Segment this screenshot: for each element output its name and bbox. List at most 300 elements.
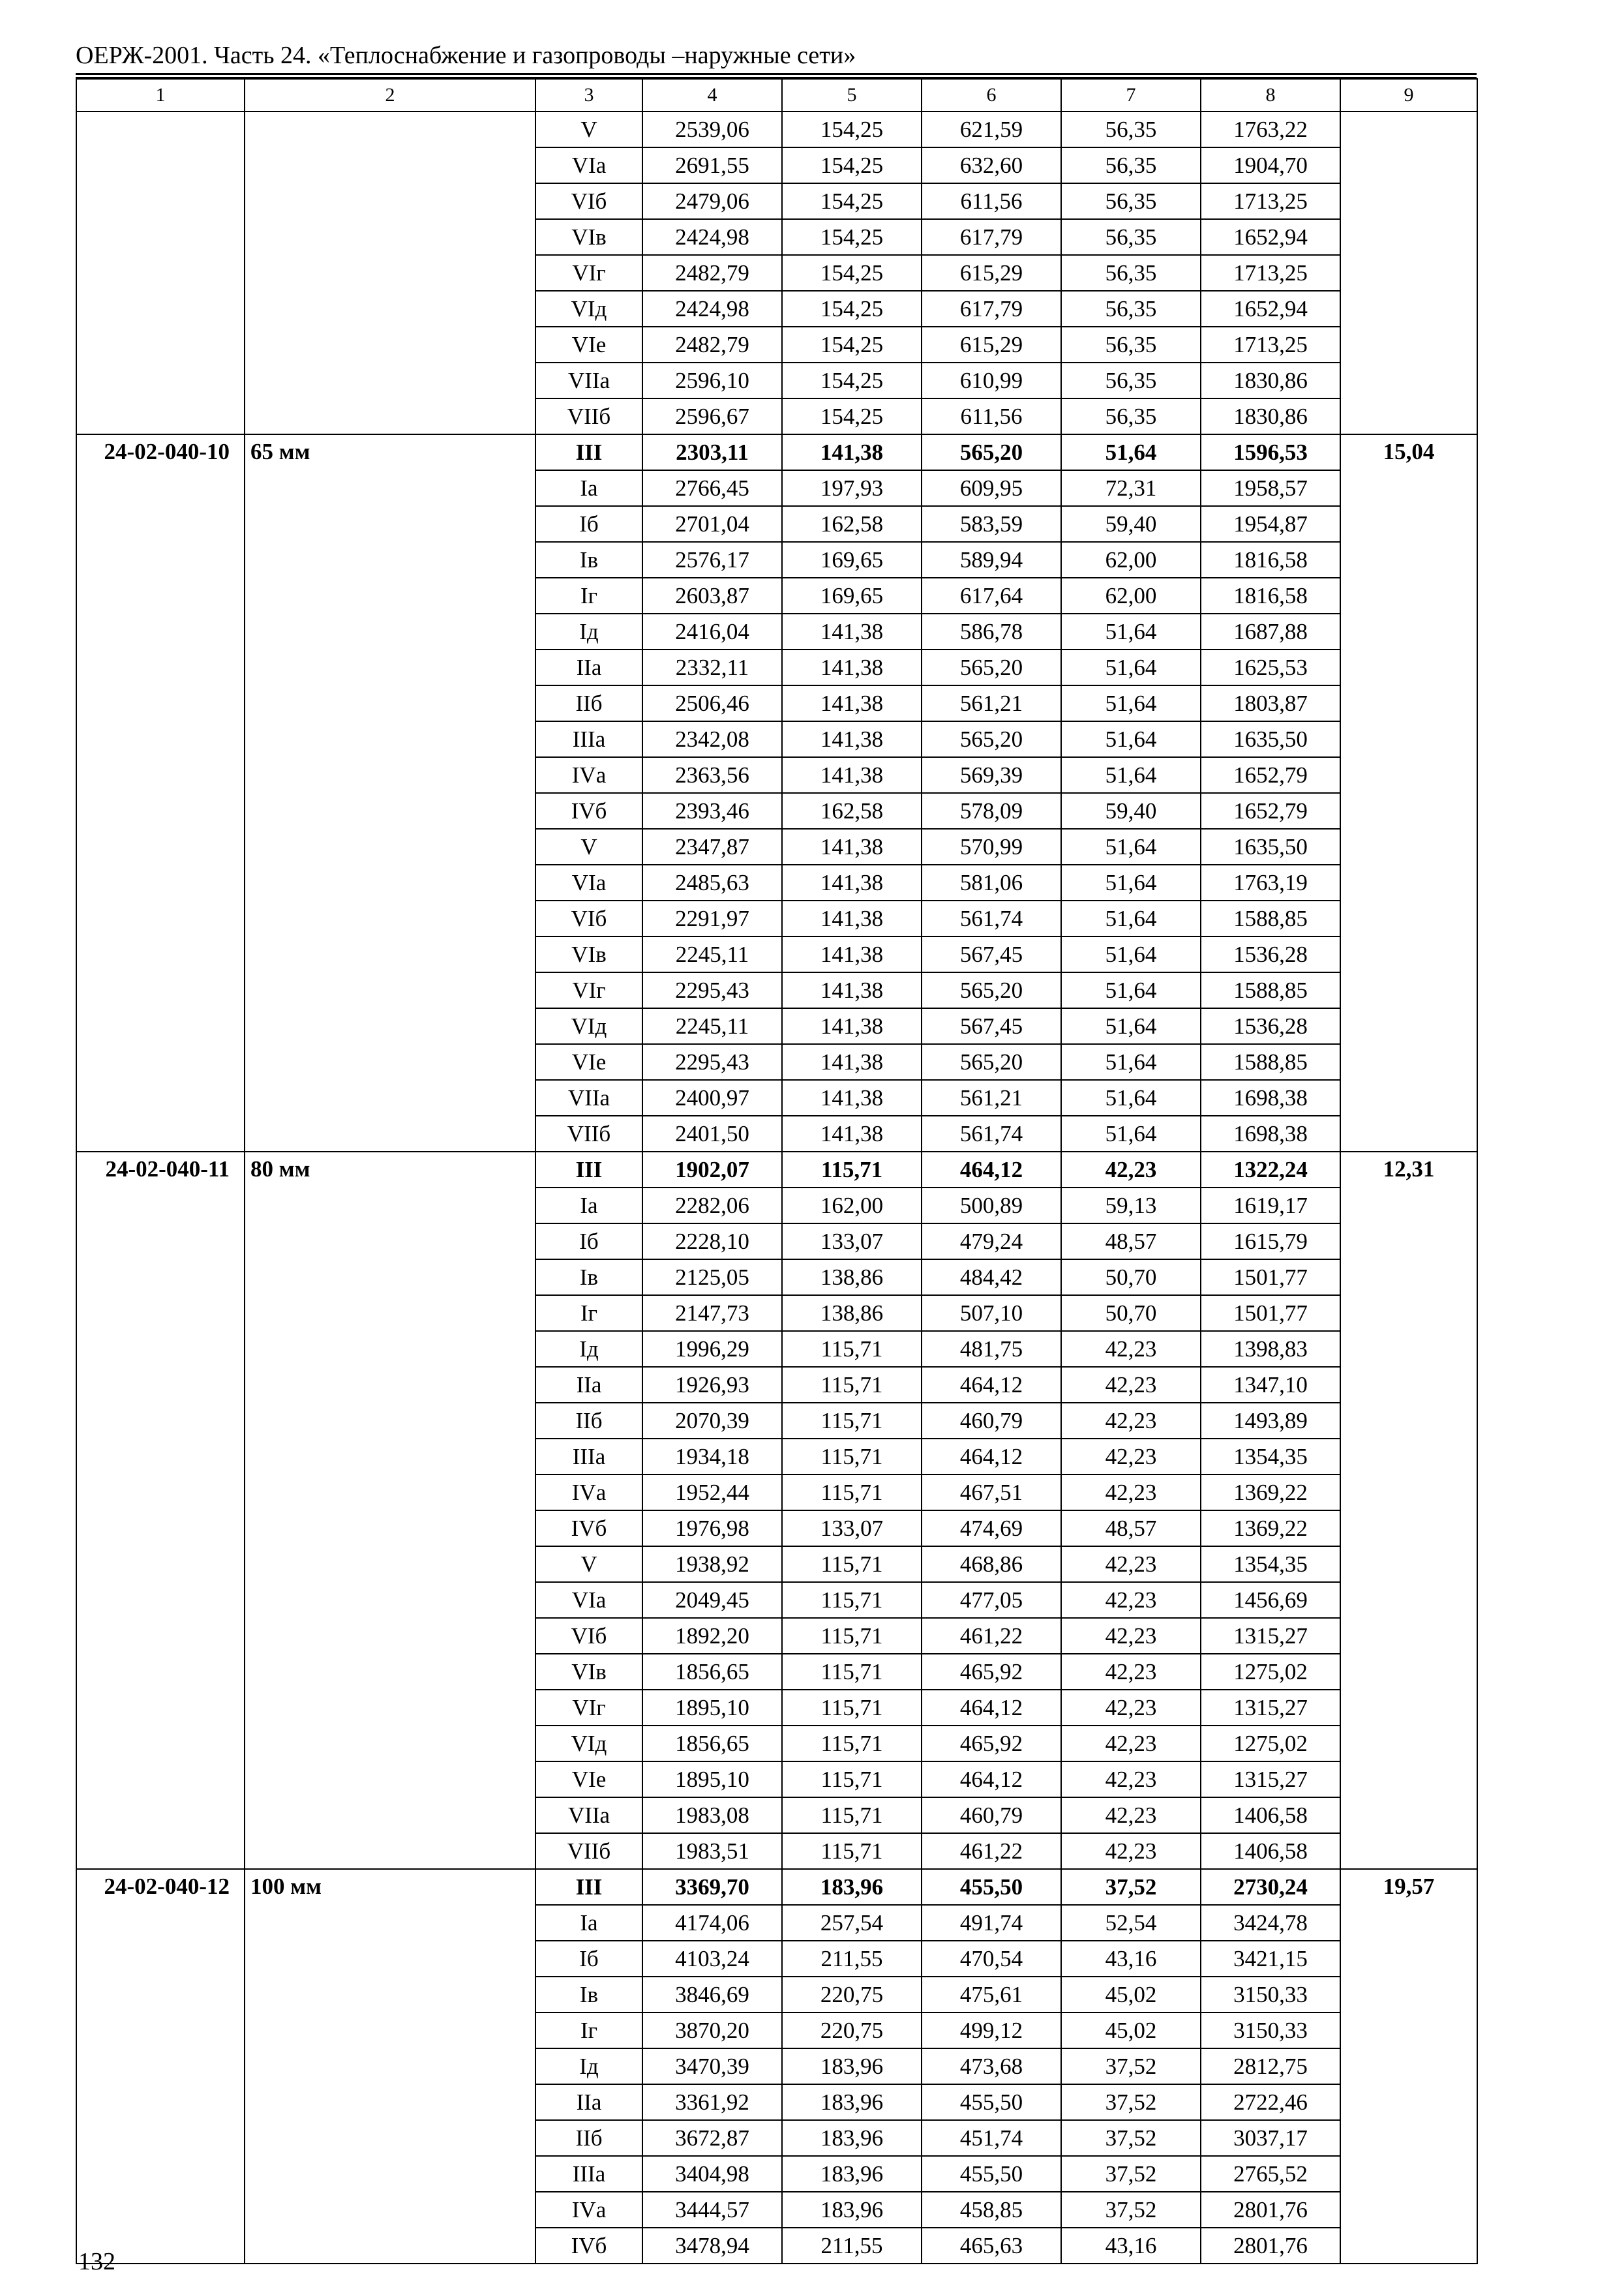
value-cell: 141,38 xyxy=(782,685,922,721)
value-cell: 589,94 xyxy=(922,542,1061,578)
zone-cell: VIIа xyxy=(535,1797,642,1833)
value-cell: 211,55 xyxy=(782,2228,922,2264)
value-cell: 37,52 xyxy=(1061,2192,1201,2228)
value-cell: 42,23 xyxy=(1061,1546,1201,1582)
table-row xyxy=(76,434,1477,470)
value-cell: 42,23 xyxy=(1061,1152,1201,1188)
value-cell: 1954,87 xyxy=(1201,506,1340,542)
zone-cell: VIе xyxy=(535,327,642,363)
value-cell: 1406,58 xyxy=(1201,1797,1340,1833)
zone-cell: VIв xyxy=(535,1654,642,1690)
value-cell: 3672,87 xyxy=(642,2120,782,2156)
value-cell: 52,54 xyxy=(1061,1905,1201,1941)
zone-cell: VIа xyxy=(535,865,642,901)
value-cell: 632,60 xyxy=(922,147,1061,183)
value-cell: 37,52 xyxy=(1061,2084,1201,2120)
value-cell: 1652,94 xyxy=(1201,291,1340,327)
value-cell: 115,71 xyxy=(782,1367,922,1403)
zone-cell: IVб xyxy=(535,793,642,829)
zone-cell: VIе xyxy=(535,1761,642,1797)
value-cell: 138,86 xyxy=(782,1259,922,1295)
value-cell: 2295,43 xyxy=(642,1044,782,1080)
zone-cell: VIг xyxy=(535,255,642,291)
value-cell: 470,54 xyxy=(922,1941,1061,1977)
value-cell: 169,65 xyxy=(782,542,922,578)
value-cell: 565,20 xyxy=(922,434,1061,470)
zone-cell: IIа xyxy=(535,650,642,685)
value-cell: 51,64 xyxy=(1061,434,1201,470)
value-cell: 465,92 xyxy=(922,1654,1061,1690)
value-cell: 1892,20 xyxy=(642,1618,782,1654)
value-cell: 473,68 xyxy=(922,2048,1061,2084)
value-cell: 1816,58 xyxy=(1201,542,1340,578)
value-cell: 51,64 xyxy=(1061,721,1201,757)
value-cell: 1713,25 xyxy=(1201,255,1340,291)
pipe-diameter: 65 мм xyxy=(245,434,535,1152)
value-cell: 42,23 xyxy=(1061,1833,1201,1869)
value-cell: 565,20 xyxy=(922,721,1061,757)
value-cell: 56,35 xyxy=(1061,327,1201,363)
value-cell: 51,64 xyxy=(1061,650,1201,685)
value-cell: 467,51 xyxy=(922,1474,1061,1510)
value-cell: 154,25 xyxy=(782,183,922,219)
value-cell: 455,50 xyxy=(922,1869,1061,1905)
value-cell: 2766,45 xyxy=(642,470,782,506)
zone-cell: III xyxy=(535,1869,642,1905)
value-cell: 183,96 xyxy=(782,2192,922,2228)
zone-cell: VIв xyxy=(535,219,642,255)
value-cell: 115,71 xyxy=(782,1152,922,1188)
column-number: 3 xyxy=(535,79,642,112)
zone-cell: Iб xyxy=(535,506,642,542)
value-cell: 2245,11 xyxy=(642,1008,782,1044)
value-cell: 37,52 xyxy=(1061,2048,1201,2084)
value-cell: 3361,92 xyxy=(642,2084,782,2120)
zone-cell: IIIа xyxy=(535,1439,642,1474)
value-cell: 37,52 xyxy=(1061,1869,1201,1905)
value-cell: 615,29 xyxy=(922,327,1061,363)
value-cell: 183,96 xyxy=(782,2084,922,2120)
column-number-row xyxy=(76,79,1477,112)
value-cell: 51,64 xyxy=(1061,1008,1201,1044)
rate-code xyxy=(76,112,245,434)
value-cell: 2393,46 xyxy=(642,793,782,829)
zone-cell: III xyxy=(535,434,642,470)
zone-cell: VIIб xyxy=(535,398,642,434)
value-cell: 59,13 xyxy=(1061,1188,1201,1223)
value-cell: 115,71 xyxy=(782,1761,922,1797)
value-cell: 133,07 xyxy=(782,1223,922,1259)
value-cell: 2400,97 xyxy=(642,1080,782,1116)
zone-cell: VIа xyxy=(535,147,642,183)
value-cell: 1763,19 xyxy=(1201,865,1340,901)
table-row xyxy=(76,1152,1477,1188)
zone-cell: IVа xyxy=(535,757,642,793)
value-cell: 115,71 xyxy=(782,1582,922,1618)
value-cell: 141,38 xyxy=(782,865,922,901)
value-cell: 461,22 xyxy=(922,1618,1061,1654)
value-cell: 115,71 xyxy=(782,1546,922,1582)
value-cell: 3870,20 xyxy=(642,2012,782,2048)
value-cell: 611,56 xyxy=(922,183,1061,219)
value-cell: 51,64 xyxy=(1061,614,1201,650)
zone-cell: III xyxy=(535,1152,642,1188)
zone-cell: Iв xyxy=(535,542,642,578)
value-cell: 1625,53 xyxy=(1201,650,1340,685)
zone-cell: VIб xyxy=(535,183,642,219)
value-cell: 59,40 xyxy=(1061,793,1201,829)
zone-cell: Iв xyxy=(535,1259,642,1295)
zone-cell: Iа xyxy=(535,1905,642,1941)
value-cell: 2363,56 xyxy=(642,757,782,793)
value-cell: 42,23 xyxy=(1061,1439,1201,1474)
value-cell: 56,35 xyxy=(1061,112,1201,147)
value-cell: 45,02 xyxy=(1061,2012,1201,2048)
value-cell: 1456,69 xyxy=(1201,1582,1340,1618)
value-cell: 507,10 xyxy=(922,1295,1061,1331)
value-cell: 1369,22 xyxy=(1201,1474,1340,1510)
table-body xyxy=(76,112,1477,2264)
value-cell: 37,52 xyxy=(1061,2120,1201,2156)
value-cell: 2282,06 xyxy=(642,1188,782,1223)
value-cell: 211,55 xyxy=(782,1941,922,1977)
value-cell: 1315,27 xyxy=(1201,1761,1340,1797)
value-cell: 2576,17 xyxy=(642,542,782,578)
value-cell: 37,52 xyxy=(1061,2156,1201,2192)
value-cell: 62,00 xyxy=(1061,542,1201,578)
value-cell: 1983,08 xyxy=(642,1797,782,1833)
zone-cell: IVа xyxy=(535,1474,642,1510)
value-cell: 3478,94 xyxy=(642,2228,782,2264)
value-cell: 460,79 xyxy=(922,1403,1061,1439)
value-cell: 464,12 xyxy=(922,1439,1061,1474)
value-cell: 2332,11 xyxy=(642,650,782,685)
zone-cell: VIд xyxy=(535,1726,642,1761)
value-cell: 62,00 xyxy=(1061,578,1201,614)
table-row xyxy=(76,1869,1477,1905)
value-cell: 1713,25 xyxy=(1201,327,1340,363)
value-cell: 162,58 xyxy=(782,793,922,829)
value-cell: 51,64 xyxy=(1061,1116,1201,1152)
value-cell: 567,45 xyxy=(922,1008,1061,1044)
zone-cell: IIб xyxy=(535,1403,642,1439)
zone-cell: VIд xyxy=(535,291,642,327)
value-cell: 615,29 xyxy=(922,255,1061,291)
value-cell: 2801,76 xyxy=(1201,2192,1340,2228)
value-cell: 1347,10 xyxy=(1201,1367,1340,1403)
value-cell: 2765,52 xyxy=(1201,2156,1340,2192)
value-cell: 1996,29 xyxy=(642,1331,782,1367)
value-cell: 2228,10 xyxy=(642,1223,782,1259)
value-cell: 115,71 xyxy=(782,1797,922,1833)
value-cell: 477,05 xyxy=(922,1582,1061,1618)
value-cell: 2603,87 xyxy=(642,578,782,614)
rate-code: 24-02-040-11 xyxy=(76,1152,245,1869)
value-cell: 3150,33 xyxy=(1201,2012,1340,2048)
value-cell: 610,99 xyxy=(922,363,1061,398)
value-cell: 154,25 xyxy=(782,219,922,255)
value-cell: 1652,79 xyxy=(1201,757,1340,793)
value-cell: 162,58 xyxy=(782,506,922,542)
value-cell: 2303,11 xyxy=(642,434,782,470)
zone-cell: VIг xyxy=(535,972,642,1008)
value-cell: 50,70 xyxy=(1061,1259,1201,1295)
value-cell: 183,96 xyxy=(782,2156,922,2192)
value-cell: 3470,39 xyxy=(642,2048,782,2084)
value-cell: 586,78 xyxy=(922,614,1061,650)
value-cell: 2730,24 xyxy=(1201,1869,1340,1905)
value-cell: 1536,28 xyxy=(1201,936,1340,972)
value-cell: 1493,89 xyxy=(1201,1403,1340,1439)
zone-cell: VIIа xyxy=(535,363,642,398)
labor-cost xyxy=(1340,112,1477,434)
value-cell: 42,23 xyxy=(1061,1797,1201,1833)
value-cell: 1652,94 xyxy=(1201,219,1340,255)
value-cell: 42,23 xyxy=(1061,1474,1201,1510)
value-cell: 154,25 xyxy=(782,112,922,147)
value-cell: 42,23 xyxy=(1061,1726,1201,1761)
value-cell: 1698,38 xyxy=(1201,1116,1340,1152)
value-cell: 72,31 xyxy=(1061,470,1201,506)
value-cell: 2482,79 xyxy=(642,255,782,291)
value-cell: 474,69 xyxy=(922,1510,1061,1546)
value-cell: 56,35 xyxy=(1061,363,1201,398)
value-cell: 475,61 xyxy=(922,1977,1061,2012)
value-cell: 154,25 xyxy=(782,291,922,327)
zone-cell: VIIа xyxy=(535,1080,642,1116)
zone-cell: VIб xyxy=(535,901,642,936)
value-cell: 465,92 xyxy=(922,1726,1061,1761)
zone-cell: VIа xyxy=(535,1582,642,1618)
value-cell: 51,64 xyxy=(1061,936,1201,972)
zone-cell: IVб xyxy=(535,2228,642,2264)
value-cell: 141,38 xyxy=(782,1044,922,1080)
value-cell: 1635,50 xyxy=(1201,829,1340,865)
value-cell: 141,38 xyxy=(782,936,922,972)
value-cell: 141,38 xyxy=(782,434,922,470)
value-cell: 565,20 xyxy=(922,972,1061,1008)
value-cell: 2506,46 xyxy=(642,685,782,721)
value-cell: 2424,98 xyxy=(642,291,782,327)
value-cell: 2701,04 xyxy=(642,506,782,542)
value-cell: 581,06 xyxy=(922,865,1061,901)
zone-cell: IVа xyxy=(535,2192,642,2228)
value-cell: 583,59 xyxy=(922,506,1061,542)
value-cell: 3444,57 xyxy=(642,2192,782,2228)
value-cell: 48,57 xyxy=(1061,1510,1201,1546)
value-cell: 138,86 xyxy=(782,1295,922,1331)
value-cell: 1958,57 xyxy=(1201,470,1340,506)
value-cell: 1588,85 xyxy=(1201,901,1340,936)
zone-cell: Iв xyxy=(535,1977,642,2012)
zone-cell: IVб xyxy=(535,1510,642,1546)
zone-cell: V xyxy=(535,1546,642,1582)
pipe-diameter xyxy=(245,112,535,434)
value-cell: 617,64 xyxy=(922,578,1061,614)
value-cell: 1895,10 xyxy=(642,1761,782,1797)
value-cell: 500,89 xyxy=(922,1188,1061,1223)
value-cell: 1315,27 xyxy=(1201,1618,1340,1654)
value-cell: 56,35 xyxy=(1061,255,1201,291)
header-rule xyxy=(76,73,1477,75)
value-cell: 611,56 xyxy=(922,398,1061,434)
value-cell: 567,45 xyxy=(922,936,1061,972)
zone-cell: VIе xyxy=(535,1044,642,1080)
zone-cell: VIд xyxy=(535,1008,642,1044)
value-cell: 115,71 xyxy=(782,1726,922,1761)
column-number: 9 xyxy=(1340,79,1477,112)
value-cell: 491,74 xyxy=(922,1905,1061,1941)
value-cell: 1652,79 xyxy=(1201,793,1340,829)
value-cell: 2596,67 xyxy=(642,398,782,434)
value-cell: 2416,04 xyxy=(642,614,782,650)
value-cell: 2049,45 xyxy=(642,1582,782,1618)
value-cell: 141,38 xyxy=(782,829,922,865)
value-cell: 257,54 xyxy=(782,1905,922,1941)
value-cell: 220,75 xyxy=(782,1977,922,2012)
zone-cell: IIа xyxy=(535,2084,642,2120)
zone-cell: V xyxy=(535,829,642,865)
table-row xyxy=(76,112,1477,147)
value-cell: 1275,02 xyxy=(1201,1726,1340,1761)
zone-cell: Iг xyxy=(535,1295,642,1331)
value-cell: 1354,35 xyxy=(1201,1546,1340,1582)
value-cell: 2295,43 xyxy=(642,972,782,1008)
value-cell: 569,39 xyxy=(922,757,1061,793)
value-cell: 50,70 xyxy=(1061,1295,1201,1331)
value-cell: 561,21 xyxy=(922,1080,1061,1116)
zone-cell: Iд xyxy=(535,614,642,650)
value-cell: 154,25 xyxy=(782,327,922,363)
value-cell: 3150,33 xyxy=(1201,1977,1340,2012)
zone-cell: VIIб xyxy=(535,1116,642,1152)
value-cell: 154,25 xyxy=(782,255,922,291)
value-cell: 183,96 xyxy=(782,2048,922,2084)
rates-table xyxy=(76,78,1478,2264)
value-cell: 56,35 xyxy=(1061,291,1201,327)
zone-cell: VIв xyxy=(535,936,642,972)
column-number: 2 xyxy=(245,79,535,112)
zone-cell: Iа xyxy=(535,1188,642,1223)
value-cell: 183,96 xyxy=(782,1869,922,1905)
value-cell: 468,86 xyxy=(922,1546,1061,1582)
value-cell: 48,57 xyxy=(1061,1223,1201,1259)
zone-cell: Iд xyxy=(535,1331,642,1367)
value-cell: 59,40 xyxy=(1061,506,1201,542)
value-cell: 464,12 xyxy=(922,1761,1061,1797)
value-cell: 1687,88 xyxy=(1201,614,1340,650)
value-cell: 1904,70 xyxy=(1201,147,1340,183)
value-cell: 578,09 xyxy=(922,793,1061,829)
pipe-diameter: 80 мм xyxy=(245,1152,535,1869)
value-cell: 2147,73 xyxy=(642,1295,782,1331)
value-cell: 3369,70 xyxy=(642,1869,782,1905)
zone-cell: IIIа xyxy=(535,2156,642,2192)
value-cell: 461,22 xyxy=(922,1833,1061,1869)
value-cell: 2722,46 xyxy=(1201,2084,1340,2120)
value-cell: 115,71 xyxy=(782,1618,922,1654)
value-cell: 56,35 xyxy=(1061,147,1201,183)
value-cell: 154,25 xyxy=(782,398,922,434)
value-cell: 1895,10 xyxy=(642,1690,782,1726)
value-cell: 1315,27 xyxy=(1201,1690,1340,1726)
value-cell: 4174,06 xyxy=(642,1905,782,1941)
value-cell: 42,23 xyxy=(1061,1618,1201,1654)
value-cell: 220,75 xyxy=(782,2012,922,2048)
value-cell: 133,07 xyxy=(782,1510,922,1546)
value-cell: 2342,08 xyxy=(642,721,782,757)
value-cell: 464,12 xyxy=(922,1690,1061,1726)
value-cell: 42,23 xyxy=(1061,1761,1201,1797)
value-cell: 1830,86 xyxy=(1201,363,1340,398)
value-cell: 162,00 xyxy=(782,1188,922,1223)
value-cell: 1830,86 xyxy=(1201,398,1340,434)
zone-cell: Iд xyxy=(535,2048,642,2084)
zone-cell: IIIа xyxy=(535,721,642,757)
value-cell: 1322,24 xyxy=(1201,1152,1340,1188)
value-cell: 1275,02 xyxy=(1201,1654,1340,1690)
value-cell: 141,38 xyxy=(782,901,922,936)
page-number: 132 xyxy=(78,2248,115,2275)
value-cell: 1698,38 xyxy=(1201,1080,1340,1116)
value-cell: 115,71 xyxy=(782,1474,922,1510)
value-cell: 2291,97 xyxy=(642,901,782,936)
value-cell: 3846,69 xyxy=(642,1977,782,2012)
value-cell: 2482,79 xyxy=(642,327,782,363)
value-cell: 115,71 xyxy=(782,1439,922,1474)
column-number: 1 xyxy=(76,79,245,112)
labor-cost: 12,31 xyxy=(1340,1152,1477,1869)
value-cell: 460,79 xyxy=(922,1797,1061,1833)
value-cell: 141,38 xyxy=(782,721,922,757)
value-cell: 2485,63 xyxy=(642,865,782,901)
value-cell: 1588,85 xyxy=(1201,1044,1340,1080)
zone-cell: Iа xyxy=(535,470,642,506)
value-cell: 42,23 xyxy=(1061,1367,1201,1403)
value-cell: 51,64 xyxy=(1061,865,1201,901)
pipe-diameter: 100 мм xyxy=(245,1869,535,2264)
value-cell: 2596,10 xyxy=(642,363,782,398)
value-cell: 479,24 xyxy=(922,1223,1061,1259)
value-cell: 458,85 xyxy=(922,2192,1061,2228)
value-cell: 141,38 xyxy=(782,1080,922,1116)
value-cell: 141,38 xyxy=(782,1008,922,1044)
value-cell: 1763,22 xyxy=(1201,112,1340,147)
value-cell: 42,23 xyxy=(1061,1331,1201,1367)
value-cell: 481,75 xyxy=(922,1331,1061,1367)
value-cell: 56,35 xyxy=(1061,219,1201,255)
value-cell: 2347,87 xyxy=(642,829,782,865)
zone-cell: IIа xyxy=(535,1367,642,1403)
value-cell: 1926,93 xyxy=(642,1367,782,1403)
value-cell: 1398,83 xyxy=(1201,1331,1340,1367)
value-cell: 3421,15 xyxy=(1201,1941,1340,1977)
value-cell: 609,95 xyxy=(922,470,1061,506)
zone-cell: Iг xyxy=(535,578,642,614)
column-number: 5 xyxy=(782,79,922,112)
zone-cell: Iб xyxy=(535,1941,642,1977)
value-cell: 3404,98 xyxy=(642,2156,782,2192)
value-cell: 1619,17 xyxy=(1201,1188,1340,1223)
value-cell: 464,12 xyxy=(922,1367,1061,1403)
zone-cell: VIб xyxy=(535,1618,642,1654)
value-cell: 115,71 xyxy=(782,1331,922,1367)
labor-cost: 15,04 xyxy=(1340,434,1477,1152)
page-header-title: ОЕРЖ-2001. Часть 24. «Теплоснабжение и газопроводы –наружные сети» xyxy=(76,42,856,69)
value-cell: 1588,85 xyxy=(1201,972,1340,1008)
zone-cell: Iг xyxy=(535,2012,642,2048)
value-cell: 2424,98 xyxy=(642,219,782,255)
